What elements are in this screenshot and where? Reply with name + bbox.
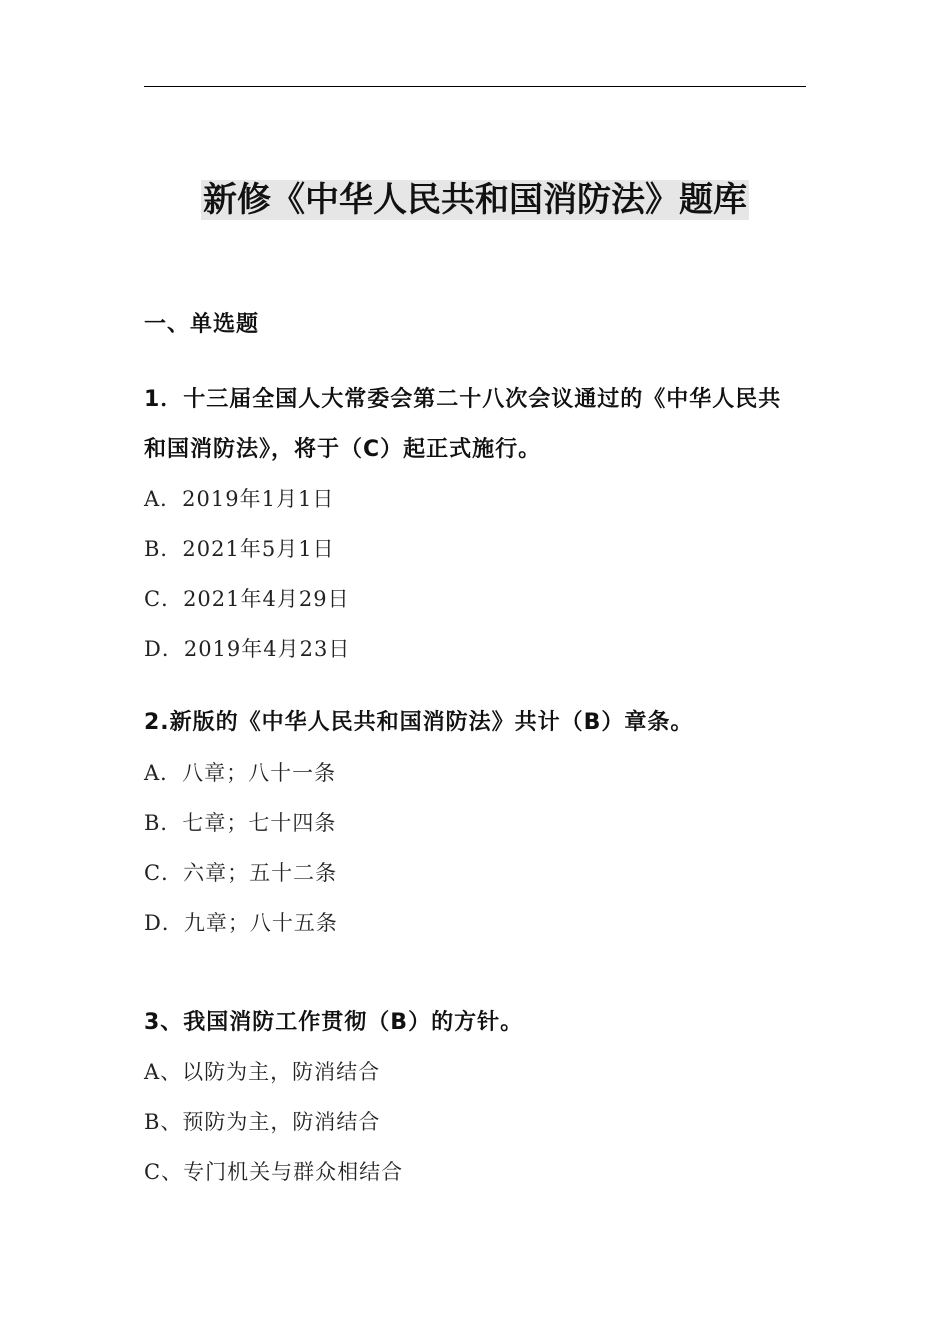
question-1-option-a: A．2019年1月1日 (144, 487, 335, 511)
question-2-option-d: D．九章；八十五条 (144, 911, 338, 935)
question-3-line-1: 3、我国消防工作贯彻（B）的方针。 (144, 1010, 524, 1035)
question-1-option-b: B．2021年5月1日 (144, 537, 335, 561)
question-3-option-b: B、预防为主，防消结合 (144, 1110, 381, 1134)
question-2-option-b: B．七章；七十四条 (144, 811, 337, 835)
question-1-option-d: D．2019年4月23日 (144, 637, 351, 661)
section-heading: 一、单选题 (144, 312, 260, 337)
question-2-option-a: A．八章；八十一条 (144, 761, 337, 785)
document-title (0, 176, 950, 224)
question-3-option-a: A、以防为主，防消结合 (144, 1060, 381, 1084)
question-2-line-1: 2.新版的《中华人民共和国消防法》共计（B）章条。 (144, 710, 694, 735)
question-1-line-2: 和国消防法》，将于（C）起正式施行。 (144, 437, 542, 462)
question-2-option-c: C．六章；五十二条 (144, 861, 338, 885)
header-rule (144, 86, 806, 87)
document-title-text: 新修《中华人民共和国消防法》题库 (203, 180, 747, 220)
question-1-option-c: C．2021年4月29日 (144, 587, 350, 611)
question-1-line-1: 1．十三届全国人大常委会第二十八次会议通过的《中华人民共 (144, 387, 782, 412)
question-3-option-c: C、专门机关与群众相结合 (144, 1160, 404, 1184)
